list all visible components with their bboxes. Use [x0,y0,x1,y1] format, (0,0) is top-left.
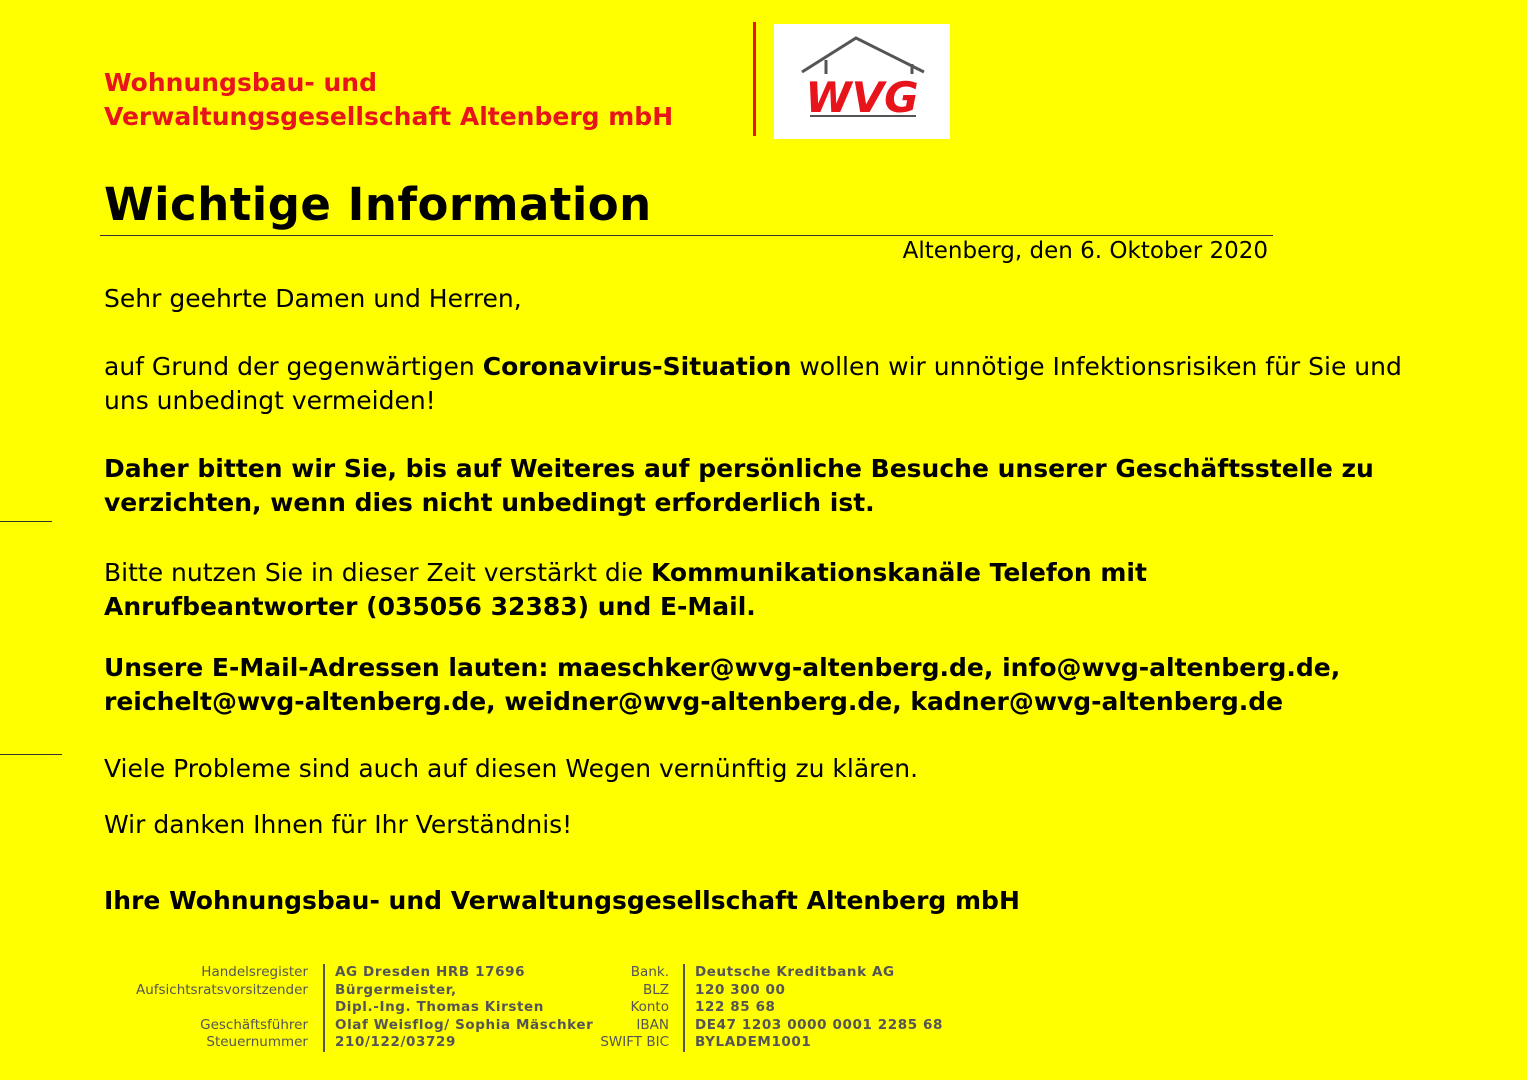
footer-label: Konto [630,999,669,1015]
company-name-line1: Wohnungsbau- und [104,68,377,97]
footer-left-labels [136,964,308,1052]
paragraph-corona-end: wollen wir unnötige Infektionsrisiken für Sie und uns unbedingt vermeiden! [104,352,1402,415]
footer-value: BYLADEM1001 [695,1034,812,1050]
footer-value: Olaf Weisflog/ Sophia Mäschker [335,1016,594,1033]
paragraph-channels [104,556,1284,624]
footer-divider-left [323,964,325,1052]
house-logo-icon [774,24,950,139]
footer-divider-right [683,964,685,1052]
footer-value: DE47 1203 0000 0001 2285 68 [695,1016,943,1033]
letter-date: Altenberg, den 6. Oktober 2020 [902,238,1268,264]
footer-left-values [335,964,593,1052]
paragraph-problems: Viele Probleme sind auch auf diesen Wegen vernünftig zu klären. [104,754,919,783]
footer-label: Steuernummer [206,1034,308,1050]
paragraph-channels-bold: Kommunikationskanäle Telefon mit Anrufbeantworter (035056 32383) und E-Mail. [104,558,1147,621]
logo-text: WVG [805,73,919,122]
footer-value: 120 300 00 [695,981,786,998]
greeting: Sehr geehrte Damen und Herren, [104,284,522,313]
footer-label: Handelsregister [201,964,308,980]
footer-label: Geschäftsführer [200,1016,308,1033]
footer-value: Bürgermeister, [335,981,457,998]
footer-label: Aufsichtsratsvorsitzender [135,981,308,998]
footer-value: AG Dresden HRB 17696 [335,964,526,980]
footer-label: Bank. [630,964,669,980]
footer-label: BLZ [642,981,669,998]
paragraph-visits: Daher bitten wir Sie, bis auf Weiteres auf persönliche Besuche unserer Geschäftsstelle zu verzichten, wenn dies nicht unbedingt erforderlich ist. [104,454,1374,517]
paragraph-thanks: Wir danken Ihnen für Ihr Verständnis! [104,810,573,839]
wvg-logo [774,24,950,139]
footer-label [136,999,308,1017]
footer-value: 122 85 68 [695,999,776,1015]
signature: Ihre Wohnungsbau- und Verwaltungsgesellschaft Altenberg mbH [104,886,1020,915]
footer-value: 210/122/03729 [335,1034,456,1050]
margin-mark-2 [0,754,62,755]
footer-value: Deutsche Kreditbank AG [695,964,895,980]
footer-label: IBAN [636,1016,669,1033]
company-name-line2: Verwaltungsgesellschaft Altenberg mbH [104,102,674,131]
header-divider [753,22,756,136]
footer-right-values [695,964,943,1052]
margin-mark-1 [0,521,52,522]
footer-value: Dipl.-Ing. Thomas Kirsten [335,999,544,1015]
paragraph-emails: Unsere E-Mail-Adressen lauten: maeschker@wvg-altenberg.de, info@wvg-altenberg.de, reichelt@wvg-altenberg.de, weidner@wvg-altenberg.de, kadner@wvg-altenberg.de [104,653,1341,716]
paragraph-corona-bold: Coronavirus-Situation [482,352,792,381]
footer-label: SWIFT BIC [600,1034,669,1050]
company-name [104,66,673,134]
paragraph-corona [104,350,1434,418]
paragraph-channels-start: Bitte nutzen Sie in dieser Zeit verstärkt die [104,558,651,587]
title-rule [100,235,1273,236]
page-title: Wichtige Information [104,178,652,231]
footer-right-labels [600,964,669,1052]
paragraph-corona-start: auf Grund der gegenwärtigen [104,352,483,381]
